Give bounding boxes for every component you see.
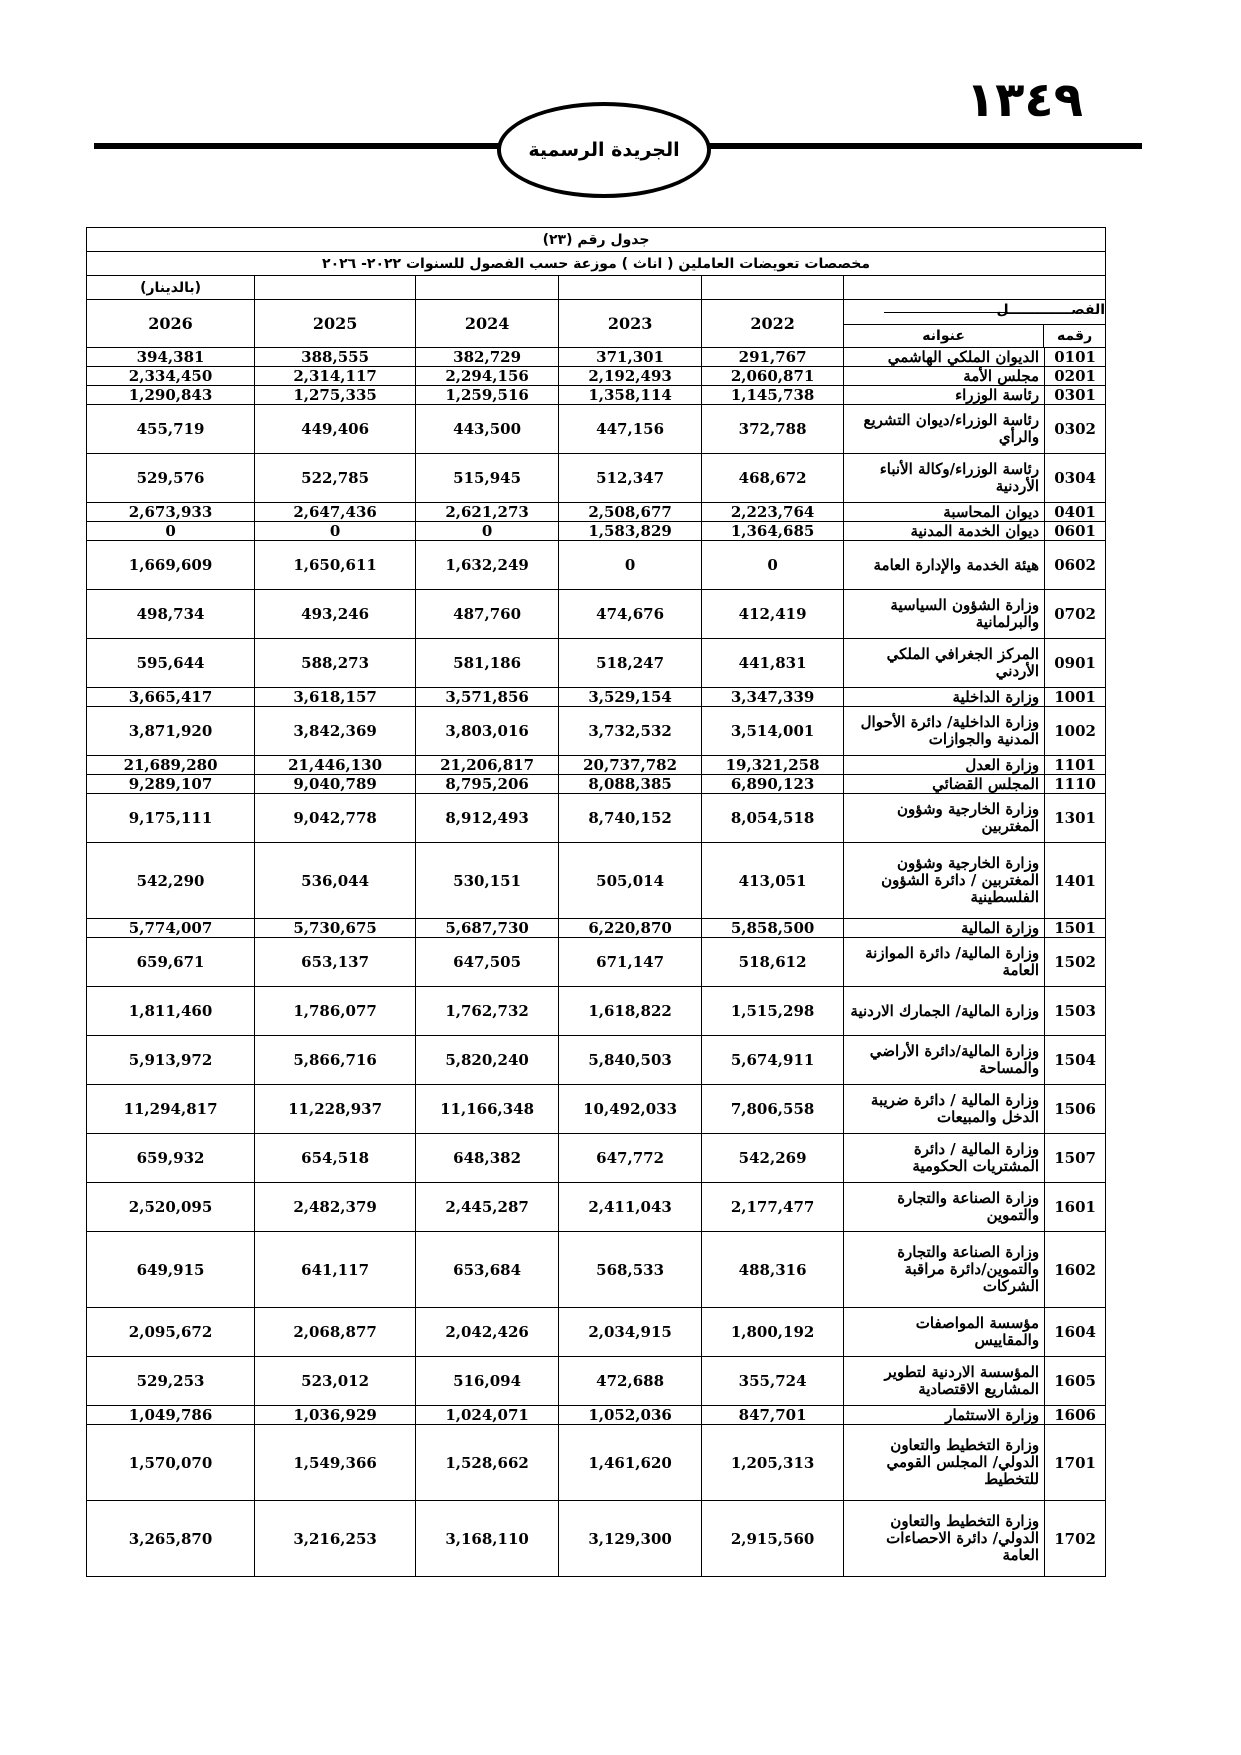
value-2026: 455,719 — [87, 405, 255, 454]
chapter-name: الديوان الملكي الهاشمي — [844, 348, 1045, 367]
chapter-code: 1001 — [1045, 688, 1106, 707]
value-2022: 1,145,738 — [702, 386, 844, 405]
chapter-code: 0301 — [1045, 386, 1106, 405]
chapter-name: وزارة الداخلية/ دائرة الأحوال المدنية والجوازات — [844, 707, 1045, 756]
chapter-name: رئاسة الوزراء/ديوان التشريع والرأي — [844, 405, 1045, 454]
value-2025: 0 — [255, 522, 416, 541]
chapter-name: مؤسسة المواصفات والمقاييس — [844, 1308, 1045, 1357]
chapter-name: وزارة المالية/ دائرة الموازنة العامة — [844, 938, 1045, 987]
value-2023: 1,583,829 — [559, 522, 702, 541]
value-2022: 5,674,911 — [702, 1036, 844, 1085]
chapter-code: 1504 — [1045, 1036, 1106, 1085]
chapter-code: 1702 — [1045, 1501, 1106, 1577]
value-2025: 21,446,130 — [255, 756, 416, 775]
table-row — [87, 987, 1106, 1036]
value-2022: 412,419 — [702, 590, 844, 639]
value-2023: 3,732,532 — [559, 707, 702, 756]
table-subtitle: مخصصات تعويضات العاملين ( اناث ) موزعة حسب الفصول للسنوات ٢٠٢٢- ٢٠٢٦ — [87, 252, 1106, 276]
gazette-title: الجريدة الرسمية — [528, 139, 680, 161]
value-2022: 518,612 — [702, 938, 844, 987]
value-2026: 1,811,460 — [87, 987, 255, 1036]
value-2025: 2,647,436 — [255, 503, 416, 522]
table-row — [87, 938, 1106, 987]
chapter-name: ديوان الخدمة المدنية — [844, 522, 1045, 541]
value-2024: 2,042,426 — [416, 1308, 559, 1357]
allocations-table — [86, 227, 1106, 1577]
value-2022: 5,858,500 — [702, 919, 844, 938]
value-2024: 1,259,516 — [416, 386, 559, 405]
value-2026: 595,644 — [87, 639, 255, 688]
table-row — [87, 1232, 1106, 1308]
value-2026: 529,253 — [87, 1357, 255, 1406]
value-2026: 11,294,817 — [87, 1085, 255, 1134]
value-2025: 536,044 — [255, 843, 416, 919]
chapter-name: وزارة المالية / دائرة ضريبة الدخل والمبيعات — [844, 1085, 1045, 1134]
chapter-code: 1110 — [1045, 775, 1106, 794]
value-2024: 382,729 — [416, 348, 559, 367]
chapter-name: وزارة الشؤون السياسية والبرلمانية — [844, 590, 1045, 639]
value-2022: 6,890,123 — [702, 775, 844, 794]
value-2023: 2,192,493 — [559, 367, 702, 386]
value-2025: 1,036,929 — [255, 1406, 416, 1425]
chapter-code: 0702 — [1045, 590, 1106, 639]
value-2024: 3,803,016 — [416, 707, 559, 756]
value-2024: 653,684 — [416, 1232, 559, 1308]
table-row — [87, 1501, 1106, 1577]
chapter-name: مجلس الأمة — [844, 367, 1045, 386]
chapter-name: وزارة الداخلية — [844, 688, 1045, 707]
value-2024: 3,571,856 — [416, 688, 559, 707]
table-row — [87, 775, 1106, 794]
blank-header-cell — [416, 276, 559, 300]
table-row — [87, 541, 1106, 590]
value-2025: 2,482,379 — [255, 1183, 416, 1232]
value-2023: 20,737,782 — [559, 756, 702, 775]
value-2023: 371,301 — [559, 348, 702, 367]
value-2025: 11,228,937 — [255, 1085, 416, 1134]
value-2023: 1,461,620 — [559, 1425, 702, 1501]
value-2026: 21,689,280 — [87, 756, 255, 775]
chapter-name: رئاسة الوزراء — [844, 386, 1045, 405]
value-2022: 2,223,764 — [702, 503, 844, 522]
value-2026: 659,671 — [87, 938, 255, 987]
table-row — [87, 688, 1106, 707]
value-2025: 5,730,675 — [255, 919, 416, 938]
value-2023: 472,688 — [559, 1357, 702, 1406]
value-2026: 5,913,972 — [87, 1036, 255, 1085]
chapter-code: 0304 — [1045, 454, 1106, 503]
value-2026: 2,095,672 — [87, 1308, 255, 1357]
chapter-code: 1605 — [1045, 1357, 1106, 1406]
value-2024: 3,168,110 — [416, 1501, 559, 1577]
value-2022: 847,701 — [702, 1406, 844, 1425]
value-2023: 568,533 — [559, 1232, 702, 1308]
value-2022: 372,788 — [702, 405, 844, 454]
chapter-name: وزارة المالية / دائرة المشتريات الحكومية — [844, 1134, 1045, 1183]
table-row — [87, 1357, 1106, 1406]
chapter-name: وزارة المالية/دائرة الأراضي والمساحة — [844, 1036, 1045, 1085]
chapter-code: 0901 — [1045, 639, 1106, 688]
value-2023: 3,129,300 — [559, 1501, 702, 1577]
value-2025: 1,549,366 — [255, 1425, 416, 1501]
value-2022: 355,724 — [702, 1357, 844, 1406]
value-2025: 2,068,877 — [255, 1308, 416, 1357]
value-2023: 1,052,036 — [559, 1406, 702, 1425]
value-2023: 671,147 — [559, 938, 702, 987]
value-2026: 649,915 — [87, 1232, 255, 1308]
value-2026: 394,381 — [87, 348, 255, 367]
value-2022: 488,316 — [702, 1232, 844, 1308]
value-2026: 3,265,870 — [87, 1501, 255, 1577]
blank-header-cell — [844, 276, 1106, 300]
chapter-name: وزارة التخطيط والتعاون الدولي/ دائرة الاحصاءات العامة — [844, 1501, 1045, 1577]
chapter-code: 1502 — [1045, 938, 1106, 987]
value-2026: 5,774,007 — [87, 919, 255, 938]
value-2025: 9,040,789 — [255, 775, 416, 794]
blank-header-cell — [559, 276, 702, 300]
blank-header-cell — [255, 276, 416, 300]
value-2025: 493,246 — [255, 590, 416, 639]
chapter-name: ديوان المحاسبة — [844, 503, 1045, 522]
year-header-2023: 2023 — [559, 300, 702, 348]
value-2024: 1,632,249 — [416, 541, 559, 590]
value-2022: 0 — [702, 541, 844, 590]
value-2022: 2,060,871 — [702, 367, 844, 386]
page-number: ١٣٤٩ — [965, 72, 1083, 128]
value-2025: 653,137 — [255, 938, 416, 987]
value-2022: 2,177,477 — [702, 1183, 844, 1232]
chapter-code: 1002 — [1045, 707, 1106, 756]
value-2025: 5,866,716 — [255, 1036, 416, 1085]
value-2023: 2,411,043 — [559, 1183, 702, 1232]
year-header-2022: 2022 — [702, 300, 844, 348]
gazette-title-oval — [497, 102, 711, 198]
table-row — [87, 386, 1106, 405]
value-2026: 1,290,843 — [87, 386, 255, 405]
value-2022: 468,672 — [702, 454, 844, 503]
value-2023: 5,840,503 — [559, 1036, 702, 1085]
chapter-name: المؤسسة الاردنية لتطوير المشاريع الاقتصادية — [844, 1357, 1045, 1406]
table-row — [87, 590, 1106, 639]
value-2023: 1,358,114 — [559, 386, 702, 405]
chapter-name: المركز الجغرافي الملكي الأردني — [844, 639, 1045, 688]
chapter-name: المجلس القضائي — [844, 775, 1045, 794]
chapter-name: وزارة الخارجية وشؤون المغتربين — [844, 794, 1045, 843]
table-title: جدول رقم (٢٣) — [87, 228, 1106, 252]
value-2024: 530,151 — [416, 843, 559, 919]
table-row — [87, 367, 1106, 386]
value-2025: 1,786,077 — [255, 987, 416, 1036]
value-2025: 654,518 — [255, 1134, 416, 1183]
chapter-code: 0601 — [1045, 522, 1106, 541]
chapter-code: 1507 — [1045, 1134, 1106, 1183]
value-2025: 641,117 — [255, 1232, 416, 1308]
value-2022: 8,054,518 — [702, 794, 844, 843]
value-2023: 2,034,915 — [559, 1308, 702, 1357]
value-2022: 291,767 — [702, 348, 844, 367]
value-2024: 2,445,287 — [416, 1183, 559, 1232]
chapter-code: 1501 — [1045, 919, 1106, 938]
value-2024: 516,094 — [416, 1357, 559, 1406]
table-row — [87, 1406, 1106, 1425]
chapter-code: 1601 — [1045, 1183, 1106, 1232]
chapter-code: 1503 — [1045, 987, 1106, 1036]
value-2022: 413,051 — [702, 843, 844, 919]
value-2026: 1,049,786 — [87, 1406, 255, 1425]
table-row — [87, 503, 1106, 522]
value-2024: 0 — [416, 522, 559, 541]
chapter-name: وزارة الخارجية وشؤون المغتربين / دائرة الشؤون الفلسطينية — [844, 843, 1045, 919]
value-2023: 2,508,677 — [559, 503, 702, 522]
value-2022: 3,514,001 — [702, 707, 844, 756]
chapter-code: 1301 — [1045, 794, 1106, 843]
chapter-code: 0101 — [1045, 348, 1106, 367]
value-2024: 515,945 — [416, 454, 559, 503]
value-2026: 9,289,107 — [87, 775, 255, 794]
table-row — [87, 405, 1106, 454]
table-row — [87, 348, 1106, 367]
chapter-code: 1604 — [1045, 1308, 1106, 1357]
value-2023: 8,740,152 — [559, 794, 702, 843]
value-2022: 1,800,192 — [702, 1308, 844, 1357]
chapter-name: وزارة المالية/ الجمارك الاردنية — [844, 987, 1045, 1036]
value-2023: 518,247 — [559, 639, 702, 688]
value-2025: 1,275,335 — [255, 386, 416, 405]
value-2026: 2,334,450 — [87, 367, 255, 386]
chapter-name: وزارة العدل — [844, 756, 1045, 775]
value-2022: 1,364,685 — [702, 522, 844, 541]
value-2022: 1,515,298 — [702, 987, 844, 1036]
table-row — [87, 843, 1106, 919]
chapter-code: 1606 — [1045, 1406, 1106, 1425]
value-2025: 449,406 — [255, 405, 416, 454]
table-row — [87, 1425, 1106, 1501]
year-header-2026: 2026 — [87, 300, 255, 348]
value-2026: 0 — [87, 522, 255, 541]
value-2024: 487,760 — [416, 590, 559, 639]
value-2025: 388,555 — [255, 348, 416, 367]
value-2023: 647,772 — [559, 1134, 702, 1183]
chapter-code: 0201 — [1045, 367, 1106, 386]
chapter-code: 1506 — [1045, 1085, 1106, 1134]
value-2026: 2,673,933 — [87, 503, 255, 522]
value-2023: 0 — [559, 541, 702, 590]
table-row — [87, 1036, 1106, 1085]
value-2022: 7,806,558 — [702, 1085, 844, 1134]
chapter-label: الفصـــــــــــــل — [996, 302, 1106, 318]
value-2024: 1,024,071 — [416, 1406, 559, 1425]
table-row — [87, 1085, 1106, 1134]
value-2024: 581,186 — [416, 639, 559, 688]
table-row — [87, 707, 1106, 756]
value-2023: 3,529,154 — [559, 688, 702, 707]
value-2024: 2,621,273 — [416, 503, 559, 522]
table-row — [87, 756, 1106, 775]
chapter-code: 0302 — [1045, 405, 1106, 454]
value-2023: 6,220,870 — [559, 919, 702, 938]
value-2025: 9,042,778 — [255, 794, 416, 843]
value-2023: 512,347 — [559, 454, 702, 503]
chapter-name: وزارة المالية — [844, 919, 1045, 938]
year-header-2025: 2025 — [255, 300, 416, 348]
value-2025: 3,842,369 — [255, 707, 416, 756]
value-2023: 474,676 — [559, 590, 702, 639]
value-2026: 542,290 — [87, 843, 255, 919]
value-2026: 498,734 — [87, 590, 255, 639]
value-2026: 2,520,095 — [87, 1183, 255, 1232]
value-2022: 19,321,258 — [702, 756, 844, 775]
value-2024: 11,166,348 — [416, 1085, 559, 1134]
value-2022: 441,831 — [702, 639, 844, 688]
value-2024: 21,206,817 — [416, 756, 559, 775]
chapter-name: وزارة الصناعة والتجارة والتموين — [844, 1183, 1045, 1232]
value-2024: 648,382 — [416, 1134, 559, 1183]
column-header-row — [87, 300, 1106, 348]
value-2023: 10,492,033 — [559, 1085, 702, 1134]
chapter-name: وزارة الصناعة والتجارة والتموين/دائرة مراقبة الشركات — [844, 1232, 1045, 1308]
value-2023: 8,088,385 — [559, 775, 702, 794]
value-2024: 8,912,493 — [416, 794, 559, 843]
value-2025: 523,012 — [255, 1357, 416, 1406]
value-2024: 5,687,730 — [416, 919, 559, 938]
chapter-code: 0401 — [1045, 503, 1106, 522]
value-2024: 1,762,732 — [416, 987, 559, 1036]
value-2024: 5,820,240 — [416, 1036, 559, 1085]
table-row — [87, 1183, 1106, 1232]
year-header-2024: 2024 — [416, 300, 559, 348]
value-2025: 588,273 — [255, 639, 416, 688]
chapter-code: 1101 — [1045, 756, 1106, 775]
table-row — [87, 454, 1106, 503]
value-2024: 647,505 — [416, 938, 559, 987]
chapter-name: وزارة التخطيط والتعاون الدولي/ المجلس القومي للتخطيط — [844, 1425, 1045, 1501]
value-2022: 542,269 — [702, 1134, 844, 1183]
table-row — [87, 794, 1106, 843]
value-2025: 3,216,253 — [255, 1501, 416, 1577]
value-2026: 1,570,070 — [87, 1425, 255, 1501]
unit-label: (بالدينار) — [87, 276, 255, 300]
value-2025: 1,650,611 — [255, 541, 416, 590]
value-2025: 522,785 — [255, 454, 416, 503]
value-2026: 3,665,417 — [87, 688, 255, 707]
name-label: عنوانه — [922, 328, 965, 344]
value-2023: 447,156 — [559, 405, 702, 454]
chapter-name: هيئة الخدمة والإدارة العامة — [844, 541, 1045, 590]
value-2026: 1,669,609 — [87, 541, 255, 590]
value-2022: 1,205,313 — [702, 1425, 844, 1501]
value-2026: 9,175,111 — [87, 794, 255, 843]
number-label: رقمه — [1043, 325, 1105, 347]
table-row — [87, 639, 1106, 688]
blank-header-cell — [702, 276, 844, 300]
value-2024: 443,500 — [416, 405, 559, 454]
chapter-name: رئاسة الوزراء/وكالة الأنباء الأردنية — [844, 454, 1045, 503]
value-2026: 529,576 — [87, 454, 255, 503]
value-2023: 505,014 — [559, 843, 702, 919]
chapter-name: وزارة الاستثمار — [844, 1406, 1045, 1425]
value-2025: 3,618,157 — [255, 688, 416, 707]
table-row — [87, 522, 1106, 541]
chapter-code: 1701 — [1045, 1425, 1106, 1501]
value-2024: 1,528,662 — [416, 1425, 559, 1501]
table-row — [87, 1308, 1106, 1357]
value-2022: 2,915,560 — [702, 1501, 844, 1577]
table-row — [87, 919, 1106, 938]
value-2022: 3,347,339 — [702, 688, 844, 707]
value-2024: 2,294,156 — [416, 367, 559, 386]
value-2025: 2,314,117 — [255, 367, 416, 386]
value-2026: 659,932 — [87, 1134, 255, 1183]
value-2023: 1,618,822 — [559, 987, 702, 1036]
chapter-header — [844, 300, 1106, 348]
chapter-code: 1602 — [1045, 1232, 1106, 1308]
table-row — [87, 1134, 1106, 1183]
chapter-code: 0602 — [1045, 541, 1106, 590]
value-2026: 3,871,920 — [87, 707, 255, 756]
value-2024: 8,795,206 — [416, 775, 559, 794]
chapter-code: 1401 — [1045, 843, 1106, 919]
